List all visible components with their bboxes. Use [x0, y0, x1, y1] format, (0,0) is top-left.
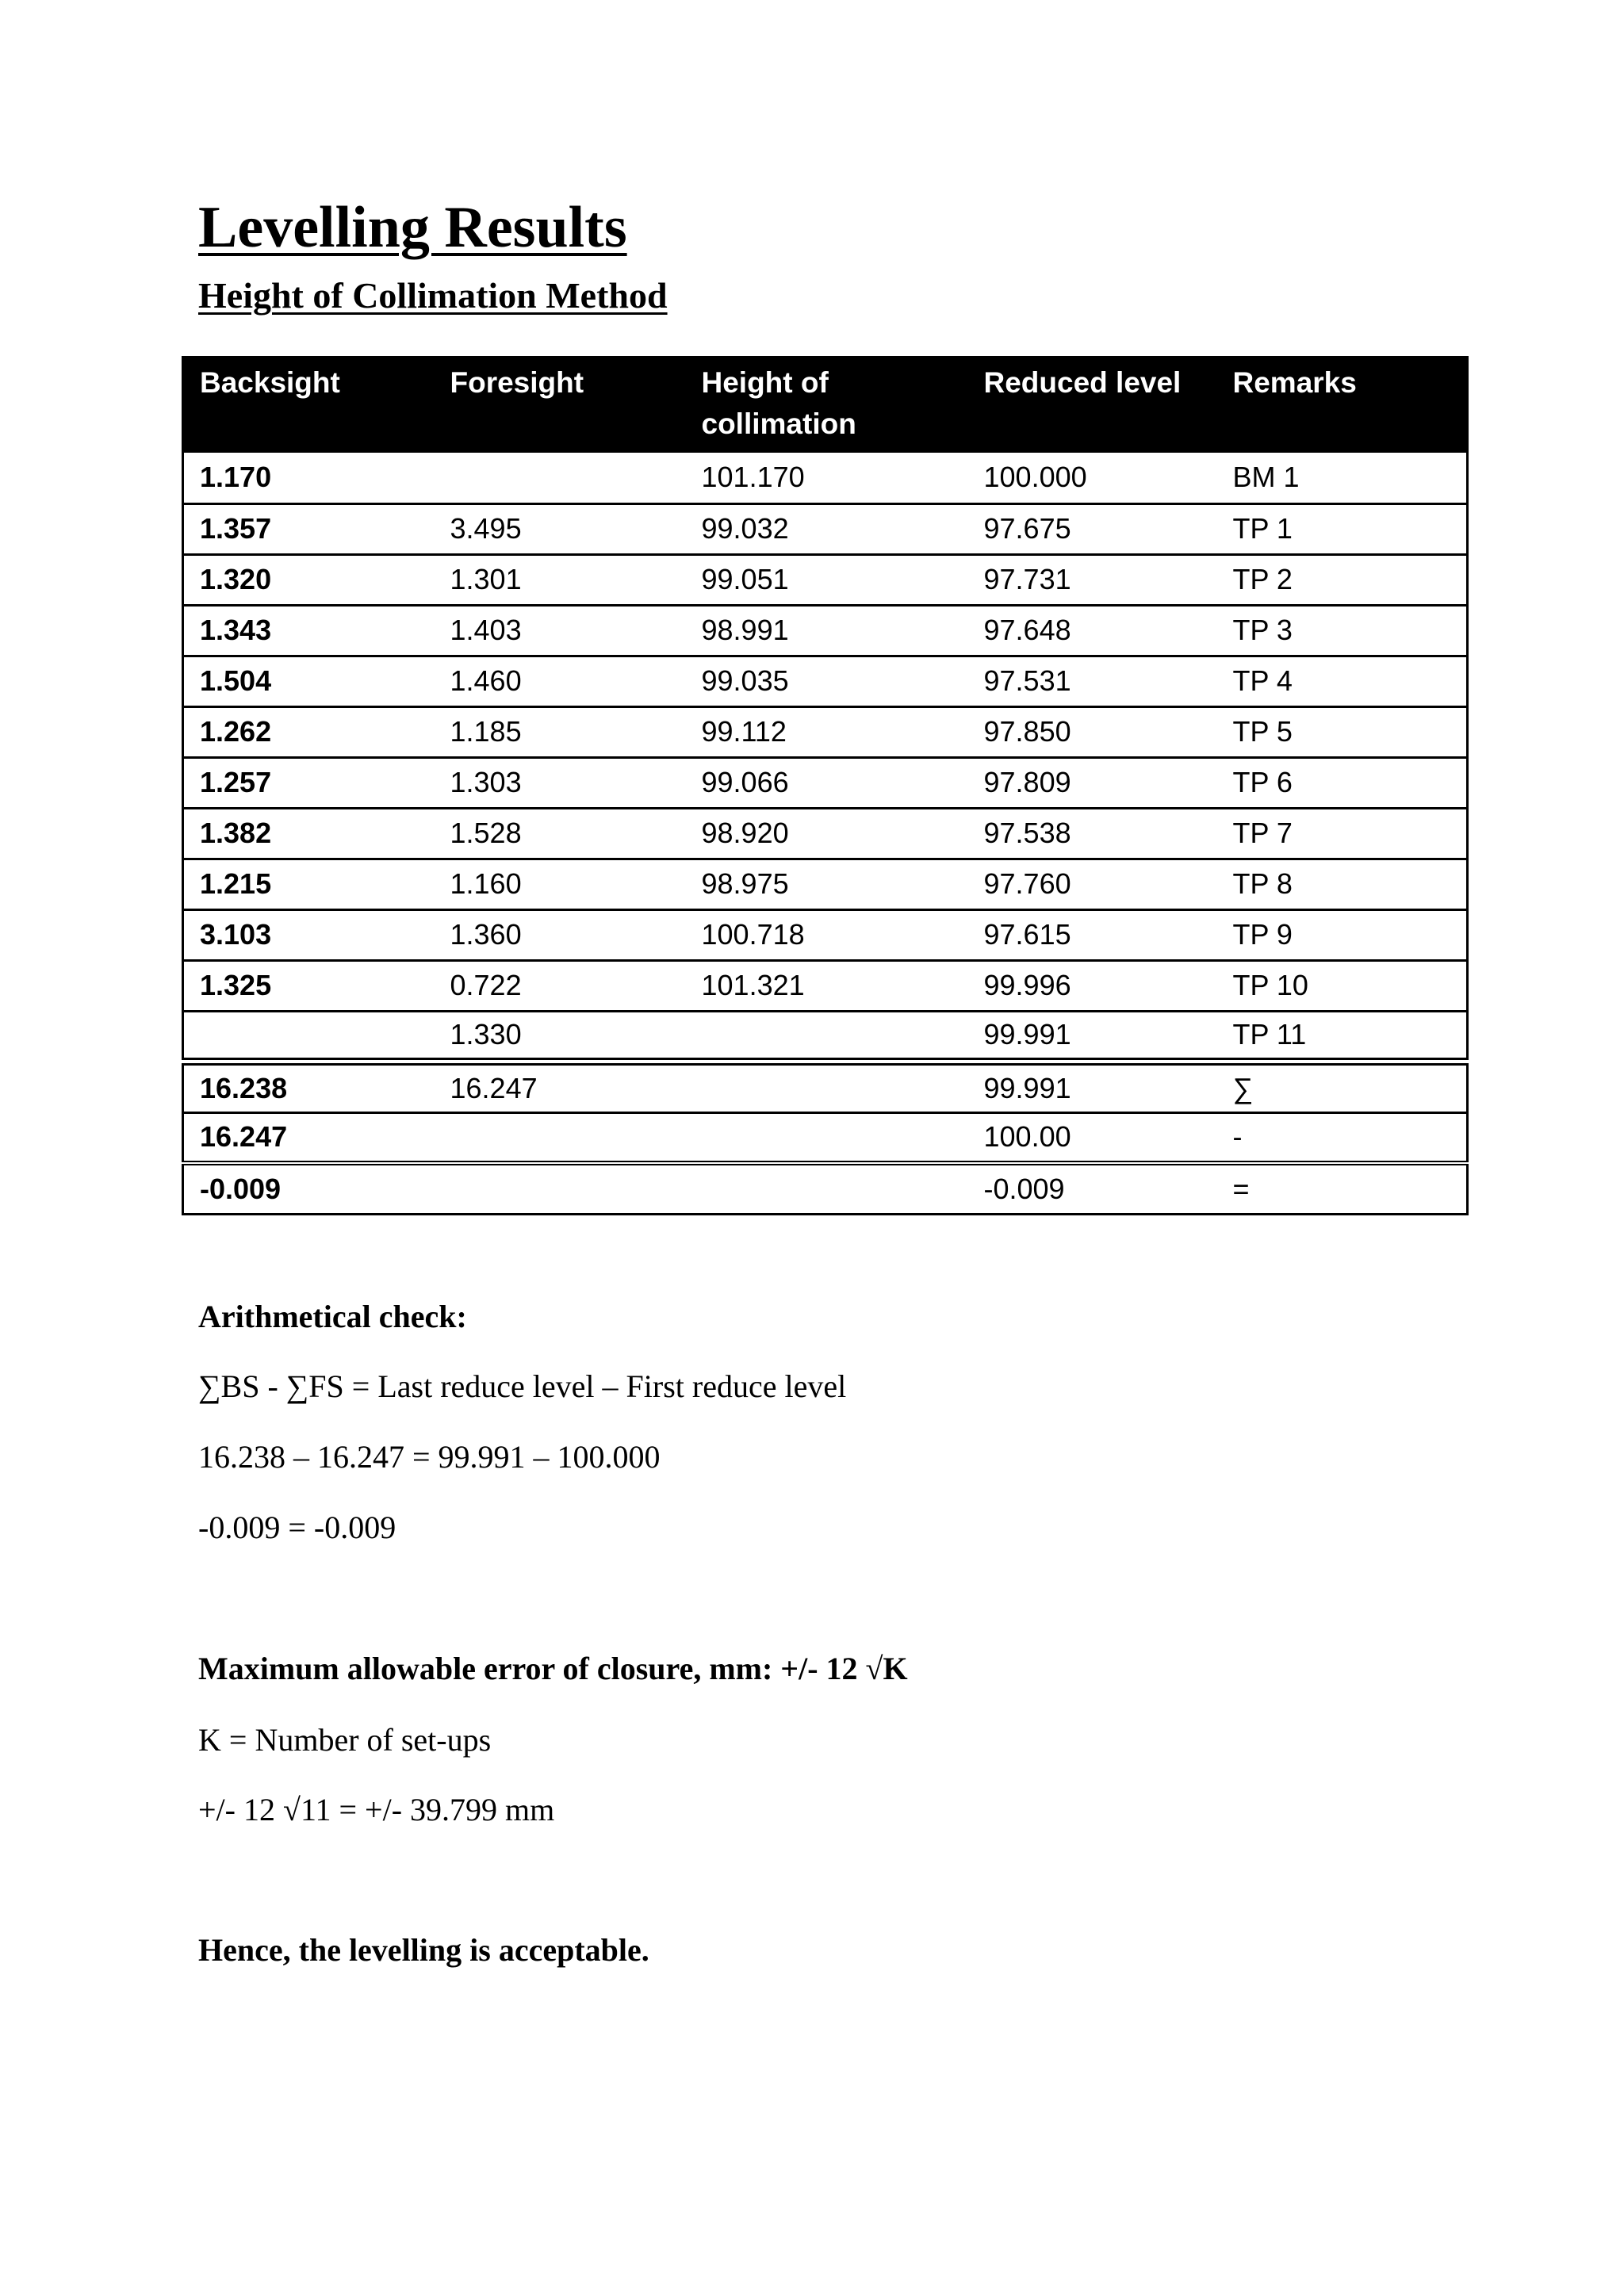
cell-reduced-level: 97.538 — [983, 817, 1071, 849]
cell-backsight: 1.170 — [200, 461, 272, 494]
cell-height-of-collimation: 98.920 — [701, 817, 789, 849]
cell-reduced-level: 100.000 — [983, 461, 1087, 494]
cell-reduced-level: 97.760 — [983, 867, 1071, 900]
cell-foresight: 1.303 — [450, 766, 522, 798]
table-row — [183, 605, 1468, 656]
table-row — [183, 1011, 1468, 1062]
cell-reduced-level: -0.009 — [983, 1172, 1065, 1205]
cell-remarks: TP 10 — [1232, 969, 1308, 1001]
cell-foresight: 3.495 — [450, 512, 522, 545]
table-row — [183, 909, 1468, 960]
cell-height-of-collimation — [686, 1011, 968, 1062]
cell-reduced-level: 99.996 — [983, 969, 1071, 1001]
closure-definition: K = Number of set-ups — [198, 1722, 492, 1758]
cell-foresight: 1.160 — [450, 867, 522, 900]
cell-height-of-collimation: 98.975 — [701, 867, 789, 900]
conclusion-text: Hence, the levelling is acceptable. — [198, 1932, 649, 1968]
cell-height-of-collimation — [686, 1112, 968, 1163]
cell-backsight: 1.382 — [200, 817, 272, 849]
cell-remarks: TP 4 — [1232, 664, 1293, 697]
cell-reduced-level: 99.991 — [983, 1071, 1071, 1104]
cell-foresight: 0.722 — [450, 969, 522, 1001]
cell-backsight: 1.343 — [200, 614, 272, 646]
header-foresight: Foresight — [435, 356, 686, 453]
cell-reduced-level: 97.531 — [983, 664, 1071, 697]
levelling-table — [182, 356, 1469, 1215]
cell-remarks: ∑ — [1232, 1071, 1254, 1104]
cell-foresight: 1.528 — [450, 817, 522, 849]
table-row — [183, 554, 1468, 605]
table-row — [183, 960, 1468, 1011]
cell-backsight: 16.238 — [200, 1071, 288, 1104]
header-backsight: Backsight — [183, 356, 435, 453]
table-row — [183, 706, 1468, 757]
cell-foresight: 16.247 — [450, 1071, 538, 1104]
cell-remarks: TP 1 — [1232, 512, 1293, 545]
cell-height-of-collimation: 99.112 — [701, 715, 787, 748]
cell-foresight — [435, 1112, 686, 1163]
cell-height-of-collimation — [686, 1163, 968, 1214]
cell-backsight: -0.009 — [200, 1172, 282, 1205]
table-row — [183, 453, 1468, 503]
cell-backsight: 1.320 — [200, 563, 272, 595]
cell-height-of-collimation: 99.066 — [701, 766, 789, 798]
page-subtitle: Height of Collimation Method — [198, 275, 668, 316]
cell-backsight: 3.103 — [200, 918, 272, 951]
header-height-of-collimation: Height of collimation — [686, 356, 968, 453]
cell-reduced-level: 97.615 — [983, 918, 1071, 951]
cell-remarks: TP 6 — [1232, 766, 1293, 798]
cell-reduced-level: 97.809 — [983, 766, 1071, 798]
table-header-row — [183, 356, 1468, 453]
cell-foresight: 1.185 — [450, 715, 522, 748]
cell-reduced-level: 100.00 — [983, 1120, 1071, 1154]
arithmetical-check-formula: ∑BS - ∑FS = Last reduce level – First reduce level — [198, 1368, 847, 1404]
cell-foresight: 1.330 — [450, 1018, 522, 1051]
closure-heading: Maximum allowable error of closure, mm: +/- 12 √K — [198, 1651, 908, 1686]
table-row — [183, 808, 1468, 859]
totals-row-sum — [183, 1062, 1468, 1112]
page-title: Levelling Results — [198, 195, 627, 260]
cell-backsight — [183, 1011, 435, 1062]
cell-height-of-collimation: 98.991 — [701, 614, 789, 646]
table-row — [183, 757, 1468, 808]
cell-remarks: TP 5 — [1232, 715, 1293, 748]
cell-height-of-collimation: 99.035 — [701, 664, 789, 697]
cell-height-of-collimation: 100.718 — [701, 918, 805, 951]
table-row — [183, 503, 1468, 554]
cell-foresight: 1.360 — [450, 918, 522, 951]
cell-height-of-collimation — [686, 1062, 968, 1112]
cell-remarks: BM 1 — [1232, 461, 1300, 494]
cell-backsight: 1.357 — [200, 512, 272, 545]
cell-foresight: 1.301 — [450, 563, 522, 595]
header-remarks: Remarks — [1217, 356, 1468, 453]
table-row — [183, 656, 1468, 706]
cell-height-of-collimation: 99.032 — [701, 512, 789, 545]
cell-foresight — [435, 453, 686, 503]
cell-foresight: 1.460 — [450, 664, 522, 697]
closure-calculation: +/- 12 √11 = +/- 39.799 mm — [198, 1792, 555, 1827]
cell-backsight: 1.257 — [200, 766, 272, 798]
cell-remarks: TP 8 — [1232, 867, 1293, 900]
cell-foresight: 1.403 — [450, 614, 522, 646]
cell-reduced-level: 97.675 — [983, 512, 1071, 545]
table-row — [183, 859, 1468, 909]
cell-height-of-collimation: 99.051 — [701, 563, 789, 595]
cell-backsight: 1.262 — [200, 715, 272, 748]
cell-height-of-collimation: 101.170 — [701, 461, 805, 494]
cell-backsight: 1.504 — [200, 664, 272, 697]
cell-remarks: - — [1232, 1120, 1243, 1154]
cell-remarks: = — [1232, 1172, 1250, 1205]
cell-foresight — [435, 1163, 686, 1214]
cell-backsight: 1.325 — [200, 969, 272, 1001]
cell-backsight: 16.247 — [200, 1120, 288, 1154]
cell-remarks: TP 3 — [1232, 614, 1293, 646]
cell-remarks: TP 2 — [1232, 563, 1293, 595]
cell-remarks: TP 11 — [1232, 1018, 1307, 1051]
arithmetical-check-substitution: 16.238 – 16.247 = 99.991 – 100.000 — [198, 1439, 661, 1475]
totals-row-result — [183, 1163, 1468, 1214]
cell-reduced-level: 97.648 — [983, 614, 1071, 646]
cell-remarks: TP 9 — [1232, 918, 1293, 951]
cell-remarks: TP 7 — [1232, 817, 1293, 849]
cell-height-of-collimation: 101.321 — [701, 969, 805, 1001]
cell-reduced-level: 97.731 — [983, 563, 1071, 595]
totals-row-subtract — [183, 1112, 1468, 1163]
header-reduced-level: Reduced level — [968, 356, 1217, 453]
arithmetical-check-heading: Arithmetical check: — [198, 1299, 467, 1334]
arithmetical-check-result: -0.009 = -0.009 — [198, 1510, 396, 1545]
cell-reduced-level: 97.850 — [983, 715, 1071, 748]
cell-reduced-level: 99.991 — [983, 1018, 1071, 1051]
cell-backsight: 1.215 — [200, 867, 272, 900]
